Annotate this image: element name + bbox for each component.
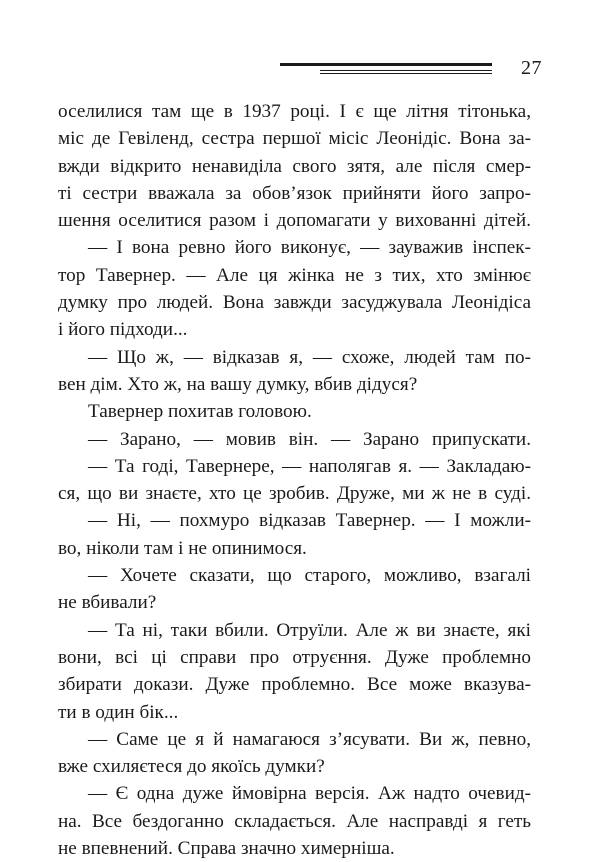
running-header bbox=[280, 56, 542, 86]
text-line: збирати докази. Дуже проблемно. Все може вказува- bbox=[58, 674, 531, 696]
header-rule-thin bbox=[320, 70, 492, 71]
header-rule-thin bbox=[320, 73, 492, 74]
text-line: тор Тавернер. — Але ця жінка не з тих, хто змінює bbox=[58, 264, 531, 286]
text-line: — Саме це я й намагаюся з’ясувати. Ви ж, певно, bbox=[88, 728, 531, 750]
text-line: шення оселитися разом і допомагати у вихованні дітей. bbox=[58, 210, 531, 232]
page-number: 27 bbox=[521, 57, 542, 79]
text-line: ти в один бік... bbox=[58, 701, 179, 723]
text-line: і його підходи... bbox=[58, 319, 188, 341]
text-line: не вбивали? bbox=[58, 592, 157, 614]
text-line: на. Все бездоганно складається. Але насправді я геть bbox=[58, 810, 531, 832]
text-line: оселилися там ще в 1937 році. І є ще літня тітонька, bbox=[58, 101, 531, 122]
text-line: — Ні, — похмуро відказав Тавернер. — І можли- bbox=[88, 510, 531, 532]
text-line: вжди відкрито ненавиділа свого зятя, але після смер- bbox=[58, 155, 531, 177]
text-line: не впевнений. Справа значно химерніша. bbox=[58, 838, 395, 860]
text-line: Тавернер похитав головою. bbox=[88, 401, 312, 423]
text-line: ті сестри вважала за обов’язок прийняти його запро- bbox=[58, 182, 531, 204]
text-line: думку про людей. Вона завжди засуджувала Леонідіса bbox=[58, 292, 531, 314]
header-rule-thick bbox=[280, 63, 492, 66]
text-line: — Та годі, Тавернере, — наполягав я. — Закладаю- bbox=[88, 455, 531, 477]
text-line: ся, що ви знаєте, хто це зробив. Друже, ми ж не в суді. bbox=[58, 483, 531, 505]
text-line: вони, всі ці справи про отруєння. Дуже проблемно bbox=[58, 646, 531, 668]
text-line: — Що ж, — відказав я, — схоже, людей там по- bbox=[88, 346, 531, 368]
text-line: — Хочете сказати, що старого, можливо, взагалі bbox=[88, 565, 531, 587]
text-line: вже схиляєтеся до якоїсь думки? bbox=[58, 756, 325, 778]
text-line: во, ніколи там і не опинимося. bbox=[58, 537, 307, 559]
text-line: — Та ні, таки вбили. Отруїли. Але ж ви знаєте, які bbox=[88, 619, 531, 641]
text-line: вен дім. Хто ж, на вашу думку, вбив дідуся? bbox=[58, 373, 418, 395]
body-text bbox=[58, 98, 531, 862]
text-line: міс де Гевіленд, сестра першої місіс Леонідіс. Вона за- bbox=[58, 128, 531, 150]
text-line: — Зарано, — мовив він. — Зарано припускати. bbox=[88, 428, 531, 450]
text-line: — І вона ревно його виконує, — зауважив інспек- bbox=[88, 237, 531, 259]
text-line: — Є одна дуже ймовірна версія. Аж надто очевид- bbox=[88, 783, 531, 805]
